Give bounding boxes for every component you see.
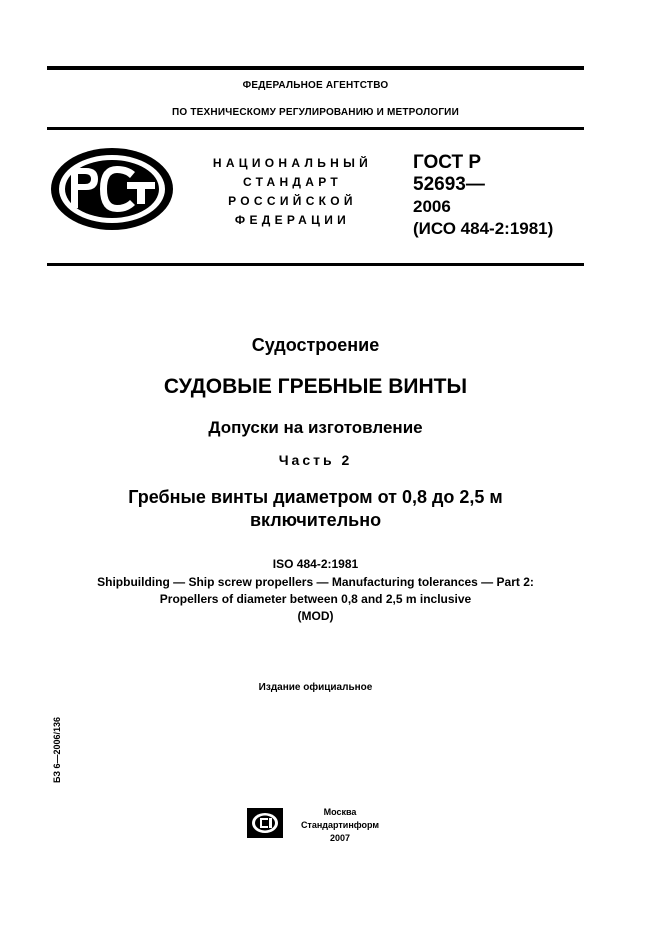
iso-line-2: Propellers of diameter between 0,8 and 2,5 m inclusive	[159, 592, 472, 606]
national-line-3: РОССИЙСКОЙ	[228, 194, 357, 208]
national-line-1: НАЦИОНАЛЬНЫЙ	[212, 156, 373, 170]
gost-r-logo	[49, 146, 175, 232]
gost-line-1: ГОСТ Р	[413, 152, 482, 173]
main-title: СУДОВЫЕ ГРЕБНЫЕ ВИНТЫ	[163, 375, 468, 398]
national-line-4: ФЕДЕРАЦИИ	[234, 213, 351, 227]
gost-line-3: 2006	[413, 197, 451, 216]
category-title: Судостроение	[251, 335, 380, 355]
national-standard-label	[200, 154, 385, 230]
side-code: БЗ 6—2006/136	[52, 716, 62, 783]
header-rule	[47, 127, 584, 130]
publisher-info	[290, 806, 390, 845]
gost-number	[413, 152, 553, 240]
iso-number: ISO 484-2:1981	[272, 557, 359, 571]
national-line-2: СТАНДАРТ	[242, 175, 343, 189]
separator-rule	[47, 263, 584, 266]
edition-label: Издание официальное	[258, 682, 373, 693]
part-label: Часть 2	[278, 452, 353, 468]
subtitle: Допуски на изготовление	[208, 418, 423, 437]
agency-line-2: ПО ТЕХНИЧЕСКОМУ РЕГУЛИРОВАНИЮ И МЕТРОЛОГИИ	[172, 107, 459, 118]
iso-line-3: (MOD)	[297, 609, 334, 623]
top-rule	[47, 66, 584, 70]
agency-line-1: ФЕДЕРАЛЬНОЕ АГЕНТСТВО	[242, 80, 389, 91]
gost-line-4: (ИСО 484-2:1981)	[413, 219, 554, 238]
publisher-name: Стандартинформ	[300, 820, 380, 830]
publisher-city: Москва	[323, 807, 357, 817]
part-title-line-1: Гребные винты диаметром от 0,8 до 2,5 м	[128, 487, 503, 507]
iso-line-1: Shipbuilding — Ship screw propellers — Manufacturing tolerances — Part 2:	[97, 575, 534, 589]
publisher-year: 2007	[329, 833, 351, 843]
gost-line-2: 52693—	[413, 174, 485, 195]
publisher-logo	[247, 808, 283, 838]
part-title-line-2: включительно	[249, 510, 382, 530]
